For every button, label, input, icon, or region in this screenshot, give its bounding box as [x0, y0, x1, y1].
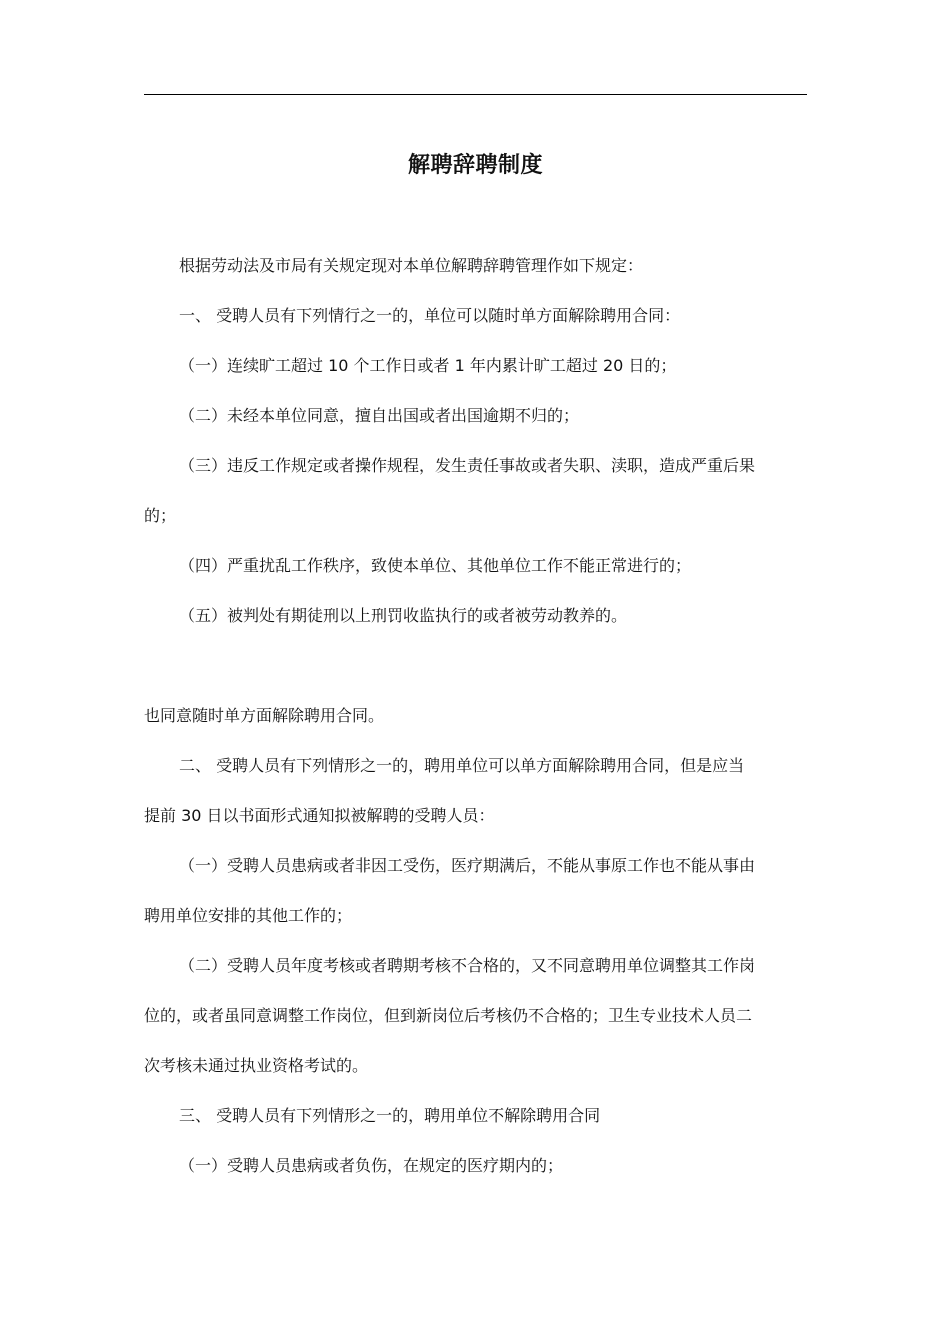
list-item: （一）受聘人员患病或者非因工受伤，医疗期满后，不能从事原工作也不能从事由 — [179, 856, 756, 875]
document-title: 解聘辞聘制度 — [407, 153, 543, 178]
list-item-continuation: 位的，或者虽同意调整工作岗位，但到新岗位后考核仍不合格的；卫生专业技术人员二 — [144, 1006, 753, 1025]
list-item-continuation: 次考核未通过执业资格考试的。 — [144, 1056, 369, 1075]
header-rule — [144, 94, 807, 95]
list-item-continuation: 聘用单位安排的其他工作的； — [144, 906, 353, 925]
list-item: （一）受聘人员患病或者负伤，在规定的医疗期内的； — [179, 1156, 564, 1175]
section-heading-3: 三、 受聘人员有下列情形之一的，聘用单位不解除聘用合同 — [179, 1106, 601, 1125]
blank-line — [144, 651, 807, 701]
paragraph-continuation: 提前 30 日以书面形式通知拟被解聘的受聘人员： — [144, 806, 495, 825]
paragraph-line: 也同意随时单方面解除聘用合同。 — [144, 706, 385, 725]
list-item: （五）被判处有期徒刑以上刑罚收监执行的或者被劳动教养的。 — [179, 606, 628, 625]
list-item: （一）连续旷工超过 10 个工作日或者 1 年内累计旷工超过 20 日的； — [179, 356, 677, 375]
list-item: （二）未经本单位同意，擅自出国或者出国逾期不归的； — [179, 406, 580, 425]
document-body — [144, 251, 807, 1201]
list-item: （四）严重扰乱工作秩序，致使本单位、其他单位工作不能正常进行的； — [179, 556, 692, 575]
list-item-continuation: 的； — [144, 506, 177, 525]
list-item: （三）违反工作规定或者操作规程，发生责任事故或者失职、渎职，造成严重后果 — [179, 456, 756, 475]
section-heading-1: 一、 受聘人员有下列情行之一的，单位可以随时单方面解除聘用合同： — [179, 306, 681, 325]
section-heading-2: 二、 受聘人员有下列情形之一的，聘用单位可以单方面解除聘用合同，但是应当 — [179, 756, 745, 775]
list-item: （二）受聘人员年度考核或者聘期考核不合格的，又不同意聘用单位调整其工作岗 — [179, 956, 756, 975]
paragraph-line: 根据劳动法及市局有关规定现对本单位解聘辞聘管理作如下规定： — [179, 256, 644, 275]
